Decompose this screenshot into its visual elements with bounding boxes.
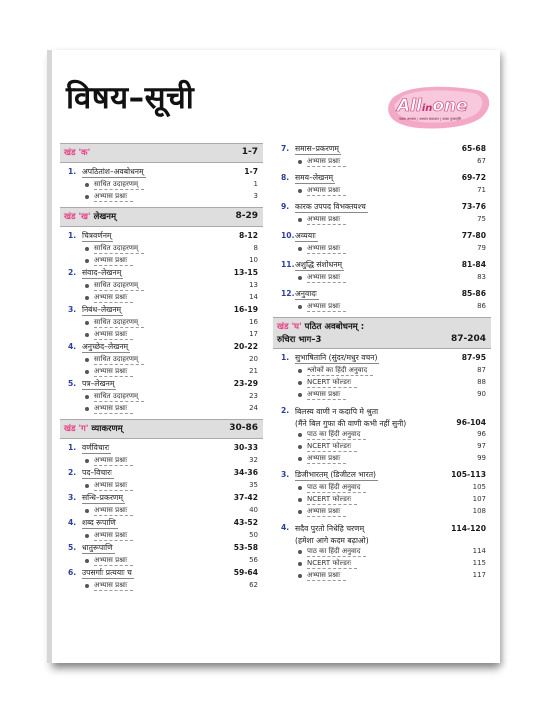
subtopic-page: 1: [253, 180, 258, 188]
svg-text:Allinone: Allinone: [397, 96, 468, 116]
chapter-number: 1.: [68, 167, 77, 176]
bullet-icon: [298, 393, 302, 397]
chapter-number: 3.: [68, 305, 77, 314]
toc-left-column: [60, 143, 263, 592]
section-tag: खंड 'ख': [64, 212, 91, 222]
subtopic-title: अभ्यास प्रश्नाः: [307, 390, 346, 400]
subtopic-page: 10: [249, 256, 258, 264]
chapter-pages: 69-72: [461, 173, 486, 182]
chapter-row[interactable]: [273, 522, 491, 546]
chapter-number: 3.: [281, 470, 290, 479]
chapter-title: अनुच्छेद–लेखनम्: [82, 342, 129, 351]
subtopic-row[interactable]: [60, 317, 263, 329]
subtopic-title: अभ्यास प्रश्नाः: [94, 256, 133, 266]
subtopic-title: अभ्यास प्रश्नाः: [94, 293, 133, 303]
subtopic-title: अभ्यास प्रश्नाः: [94, 330, 133, 340]
chapter-row[interactable]: [273, 259, 491, 272]
chapter-title: अनुवादः: [295, 289, 317, 298]
subtopic-page: 105: [472, 483, 486, 491]
section-label: पठित अवबोधनम् :: [304, 322, 365, 332]
bullet-icon: [85, 584, 89, 588]
subtopic-page: 83: [477, 273, 486, 281]
subtopic-row[interactable]: [60, 191, 263, 203]
chapter-pages: 1-7: [244, 167, 258, 176]
subtopic-page: 108: [472, 507, 486, 515]
chapter-number: 6.: [68, 568, 77, 577]
bullet-icon: [85, 296, 89, 300]
book-page: [52, 50, 500, 663]
chapter-pages: 30-33: [233, 443, 258, 452]
subtopic-page: 23: [249, 392, 258, 400]
chapter-title: सन्धि–प्रकरणम्: [82, 493, 123, 502]
chapter-title: पत्र–लेखनम्: [82, 379, 115, 388]
subtopic-row[interactable]: [273, 558, 491, 570]
subtopic-row[interactable]: [60, 366, 263, 378]
subtopic-page: 56: [249, 556, 258, 564]
chapter-title: पद–विचारः: [82, 468, 112, 477]
subtopic-title: पाठ का हिंदी अनुवाद: [307, 483, 366, 493]
subtopic-title: अभ्यास प्रश्नाः: [94, 456, 133, 466]
chapter-pages: 13-15: [233, 268, 258, 277]
bullet-icon: [85, 370, 89, 374]
subtopic-row[interactable]: [273, 482, 491, 494]
subtopic-row[interactable]: [273, 301, 491, 313]
subtopic-page: 3: [253, 192, 258, 200]
subtopic-page: 62: [249, 581, 258, 589]
subtopic-row[interactable]: [60, 391, 263, 403]
chapter-pages: 16-19: [233, 305, 258, 314]
chapter-pages: 34-36: [233, 468, 258, 477]
subtopic-page: 32: [249, 456, 258, 464]
subtopic-row[interactable]: [273, 506, 491, 518]
subtopic-page: 107: [472, 495, 486, 503]
bullet-icon: [298, 247, 302, 251]
chapter-number: 8.: [281, 173, 290, 182]
subtopic-title: साधित उदाहरणम्: [94, 355, 144, 365]
chapter-pages: 114-120: [451, 524, 486, 533]
subtopic-page: 115: [472, 559, 486, 567]
subtopic-row[interactable]: [273, 377, 491, 389]
chapter-number: 4.: [281, 523, 290, 532]
bullet-icon: [85, 559, 89, 563]
subtopic-row[interactable]: [60, 255, 263, 267]
chapter-row[interactable]: [60, 304, 263, 317]
bullet-icon: [85, 284, 89, 288]
subtopic-page: 86: [477, 302, 486, 310]
chapter-row[interactable]: [273, 172, 491, 185]
bullet-icon: [85, 459, 89, 463]
chapter-number: 4.: [68, 518, 77, 527]
subtopic-row[interactable]: [273, 156, 491, 168]
chapter-pages: 53-58: [233, 543, 258, 552]
subtopic-title: अभ्यास प्रश्नाः: [307, 244, 346, 254]
subtopic-row[interactable]: [60, 292, 263, 304]
chapter-title: सदैव पुरतो निधेहि चरणम्: [295, 524, 365, 533]
section-pages: 87-204: [450, 334, 486, 344]
section-label: लेखनम्: [93, 212, 117, 222]
subtopic-title: अभ्यास प्रश्नाः: [94, 531, 133, 541]
subtopic-page: 67: [477, 157, 486, 165]
subtopic-row[interactable]: [60, 455, 263, 467]
chapter-pages: 81-84: [461, 260, 486, 269]
subtopic-row[interactable]: [60, 480, 263, 492]
chapter-number: 1.: [68, 231, 77, 240]
section-label: व्याकरणम्: [91, 424, 123, 434]
chapter-number: 2.: [281, 406, 290, 415]
subtopic-row[interactable]: [273, 389, 491, 401]
subtopic-row[interactable]: [60, 530, 263, 542]
subtopic-title: अभ्यास प्रश्नाः: [94, 581, 133, 591]
chapter-pages: 87-95: [461, 353, 486, 362]
subtopic-title: साधित उदाहरणम्: [94, 318, 144, 328]
chapter-number: 12.: [281, 289, 295, 298]
subtopic-page: 87: [477, 366, 486, 374]
subtopic-title: NCERT फोल्डरः: [307, 442, 357, 452]
subtopic-title: साधित उदाहरणम्: [94, 244, 144, 254]
subtopic-title: अभ्यास प्रश्नाः: [94, 192, 133, 202]
chapter-row[interactable]: [273, 201, 491, 214]
subtopic-page: 79: [477, 244, 486, 252]
section-header[interactable]: [60, 419, 263, 439]
subtopic-title: अभ्यास प्रश्नाः: [94, 556, 133, 566]
chapter-pages: 37-42: [233, 493, 258, 502]
chapter-title: सुभाषितानि (सुंदर/मधुर वचन): [295, 353, 378, 362]
chapter-row[interactable]: [273, 143, 491, 156]
bullet-icon: [298, 486, 302, 490]
subtopic-row[interactable]: [273, 570, 491, 582]
chapter-row[interactable]: [273, 230, 491, 243]
chapter-row[interactable]: [60, 442, 263, 455]
chapter-subtitle: (मैंने बिल गुफा की वाणी कभी नहीं सुनी): [295, 419, 407, 428]
chapter-row[interactable]: [60, 542, 263, 555]
subtopic-page: 35: [249, 481, 258, 489]
section-header[interactable]: [60, 143, 263, 163]
bullet-icon: [298, 445, 302, 449]
subtopic-page: 24: [249, 404, 258, 412]
subtopic-title: अभ्यास प्रश्नाः: [307, 571, 346, 581]
subtopic-title: श्लोकों का हिंदी अनुवाद: [307, 366, 373, 376]
subtopic-row[interactable]: [60, 580, 263, 592]
bullet-icon: [85, 321, 89, 325]
chapter-row[interactable]: [60, 267, 263, 280]
chapter-pages: 105-113: [451, 470, 486, 479]
chapter-number: 1.: [281, 353, 290, 362]
chapter-row[interactable]: [60, 230, 263, 243]
bullet-icon: [298, 381, 302, 385]
bullet-icon: [85, 247, 89, 251]
subtopic-row[interactable]: [273, 429, 491, 441]
chapter-row[interactable]: [60, 492, 263, 505]
subtopic-row[interactable]: [60, 329, 263, 341]
chapter-number: 2.: [68, 468, 77, 477]
subtopic-title: अभ्यास प्रश्नाः: [94, 506, 133, 516]
subtopic-title: NCERT फोल्डरः: [307, 559, 357, 569]
chapter-number: 9.: [281, 202, 290, 211]
bullet-icon: [85, 358, 89, 362]
chapter-pages: 8-12: [238, 231, 258, 240]
chapter-row[interactable]: [60, 166, 263, 179]
subtopic-row[interactable]: [273, 243, 491, 255]
chapter-title: संवाद–लेखनम्: [82, 268, 122, 277]
chapter-pages: 77-80: [461, 231, 486, 240]
bullet-icon: [85, 333, 89, 337]
bullet-icon: [298, 276, 302, 280]
subtopic-page: 17: [249, 330, 258, 338]
subtopic-page: 14: [249, 293, 258, 301]
bullet-icon: [298, 218, 302, 222]
chapter-pages: 85-86: [461, 289, 486, 298]
subtopic-row[interactable]: [273, 272, 491, 284]
chapter-number: 2.: [68, 268, 77, 277]
bullet-icon: [298, 433, 302, 437]
subtopic-page: 97: [477, 442, 486, 450]
subtopic-row[interactable]: [60, 280, 263, 292]
subtopic-title: पाठ का हिंदी अनुवाद: [307, 547, 366, 557]
chapter-row[interactable]: [60, 378, 263, 391]
bullet-icon: [85, 183, 89, 187]
subtopic-title: साधित उदाहरणम्: [94, 281, 144, 291]
all-in-one-logo: [385, 84, 493, 132]
subtopic-row[interactable]: [273, 365, 491, 377]
subtopic-page: 75: [477, 215, 486, 223]
chapter-title: समय–लेखनम्: [295, 173, 333, 182]
chapter-row[interactable]: [60, 517, 263, 530]
subtopic-row[interactable]: [273, 494, 491, 506]
subtopic-page: 90: [477, 390, 486, 398]
chapter-pages: 23-29: [233, 379, 258, 388]
chapter-pages: 96-104: [456, 418, 486, 427]
chapter-title: अव्ययाः: [295, 231, 316, 240]
chapter-subtitle: (हमेशा आगे कदम बढ़ाओ): [295, 536, 369, 545]
chapter-number: 5.: [68, 379, 77, 388]
subtopic-title: अभ्यास प्रश्नाः: [307, 273, 346, 283]
subtopic-title: अभ्यास प्रश्नाः: [307, 302, 346, 312]
section-pages: 30-86: [229, 423, 258, 433]
subtopic-row[interactable]: [60, 505, 263, 517]
bullet-icon: [85, 259, 89, 263]
bullet-icon: [85, 484, 89, 488]
toc-right-column: [273, 143, 491, 582]
chapter-title: चित्रवर्णनम्: [82, 231, 112, 240]
section-label: खंड 'क': [64, 148, 91, 158]
chapter-pages: 20-22: [233, 342, 258, 351]
bullet-icon: [298, 189, 302, 193]
bullet-icon: [85, 534, 89, 538]
page-title: विषय–सूची: [66, 80, 195, 116]
chapter-title: बिलस्य वाणी न कदापि मे श्रुता: [295, 407, 379, 416]
chapter-title: समास–प्रकरणम्: [295, 144, 339, 153]
subtopic-page: 117: [472, 571, 486, 579]
subtopic-title: अभ्यास प्रश्नाः: [307, 215, 346, 225]
section-sublabel: रुचिरा भाग–3: [277, 335, 322, 345]
chapter-title: कारक उपपद विभक्तयश्च: [295, 202, 366, 211]
bullet-icon: [298, 457, 302, 461]
subtopic-page: 71: [477, 186, 486, 194]
bullet-icon: [298, 369, 302, 373]
chapter-row[interactable]: [60, 567, 263, 580]
subtopic-page: 99: [477, 454, 486, 462]
subtopic-row[interactable]: [60, 403, 263, 415]
subtopic-page: 8: [253, 244, 258, 252]
subtopic-row[interactable]: [60, 179, 263, 191]
chapter-row[interactable]: [273, 405, 491, 429]
subtopic-page: 20: [249, 355, 258, 363]
chapter-title: धातुरूपाणि: [82, 543, 113, 552]
subtopic-row[interactable]: [60, 555, 263, 567]
subtopic-page: 21: [249, 367, 258, 375]
subtopic-page: 40: [249, 506, 258, 514]
subtopic-page: 13: [249, 281, 258, 289]
subtopic-title: अभ्यास प्रश्नाः: [94, 404, 133, 414]
subtopic-title: पाठ का हिंदी अनुवाद: [307, 430, 366, 440]
chapter-title: अपठितांश–अवबोधनम्: [82, 167, 144, 176]
subtopic-row[interactable]: [273, 441, 491, 453]
chapter-row[interactable]: [60, 467, 263, 480]
chapter-pages: 65-68: [461, 144, 486, 153]
subtopic-row[interactable]: [60, 354, 263, 366]
subtopic-row[interactable]: [273, 214, 491, 226]
subtopic-row[interactable]: [273, 185, 491, 197]
subtopic-page: 114: [472, 547, 486, 555]
bullet-icon: [85, 407, 89, 411]
chapter-number: 1.: [68, 443, 77, 452]
bullet-icon: [298, 510, 302, 514]
bullet-icon: [298, 305, 302, 309]
subtopic-title: अभ्यास प्रश्नाः: [94, 481, 133, 491]
subtopic-page: 50: [249, 531, 258, 539]
section-tag: खंड 'ग': [64, 424, 89, 434]
subtopic-title: साधित उदाहरणम्: [94, 392, 144, 402]
subtopic-page: 96: [477, 430, 486, 438]
chapter-number: 7.: [281, 144, 290, 153]
chapter-row[interactable]: [273, 352, 491, 365]
subtopic-page: 16: [249, 318, 258, 326]
section-pages: 1-7: [241, 147, 258, 157]
subtopic-title: अभ्यास प्रश्नाः: [307, 186, 346, 196]
subtopic-title: NCERT फोल्डरः: [307, 495, 357, 505]
subtopic-title: अभ्यास प्रश्नाः: [307, 454, 346, 464]
chapter-title: उपसर्गाः प्रत्ययाः च: [82, 568, 132, 577]
chapter-row[interactable]: [273, 288, 491, 301]
chapter-title: वर्णविचारः: [82, 443, 110, 452]
subtopic-page: 88: [477, 378, 486, 386]
subtopic-title: अभ्यास प्रश्नाः: [94, 367, 133, 377]
chapter-number: 11.: [281, 260, 295, 269]
bullet-icon: [298, 562, 302, 566]
subtopic-title: अभ्यास प्रश्नाः: [307, 507, 346, 517]
chapter-pages: 59-64: [233, 568, 258, 577]
subtopic-title: अभ्यास प्रश्नाः: [307, 157, 346, 167]
svg-text:पाठ्य अभ्यास | अध्याय समाधान |: पाठ्य अभ्यास | अध्याय समाधान | पाठ्य पुनरावृत्ति: [399, 117, 462, 121]
subtopic-row[interactable]: [273, 546, 491, 558]
subtopic-row[interactable]: [60, 243, 263, 255]
bullet-icon: [298, 574, 302, 578]
bullet-icon: [85, 395, 89, 399]
chapter-number: 3.: [68, 493, 77, 502]
chapter-row[interactable]: [60, 341, 263, 354]
chapter-number: 4.: [68, 342, 77, 351]
section-tag: खंड 'घ': [277, 322, 302, 332]
bullet-icon: [85, 195, 89, 199]
chapter-number: 10.: [281, 231, 295, 240]
chapter-title: निबंध–लेखनम्: [82, 305, 122, 314]
chapter-title: शब्द रूपाणि: [82, 518, 116, 527]
chapter-title: अशुद्धि संशोधनम्: [295, 260, 343, 269]
subtopic-title: NCERT फोल्डरः: [307, 378, 357, 388]
chapter-row[interactable]: [273, 469, 491, 482]
section-header[interactable]: [273, 317, 491, 349]
subtopic-row[interactable]: [273, 453, 491, 465]
chapter-number: 5.: [68, 543, 77, 552]
subtopic-title: साधित उदाहरणम्: [94, 180, 144, 190]
chapter-pages: 43-52: [233, 518, 258, 527]
section-header[interactable]: [60, 207, 263, 227]
bullet-icon: [85, 509, 89, 513]
section-pages: 8-29: [235, 211, 258, 221]
bullet-icon: [298, 550, 302, 554]
chapter-title: डिजीभारतम् (डिजीटल भारत): [295, 470, 377, 479]
chapter-pages: 73-76: [461, 202, 486, 211]
bullet-icon: [298, 498, 302, 502]
bullet-icon: [298, 160, 302, 164]
